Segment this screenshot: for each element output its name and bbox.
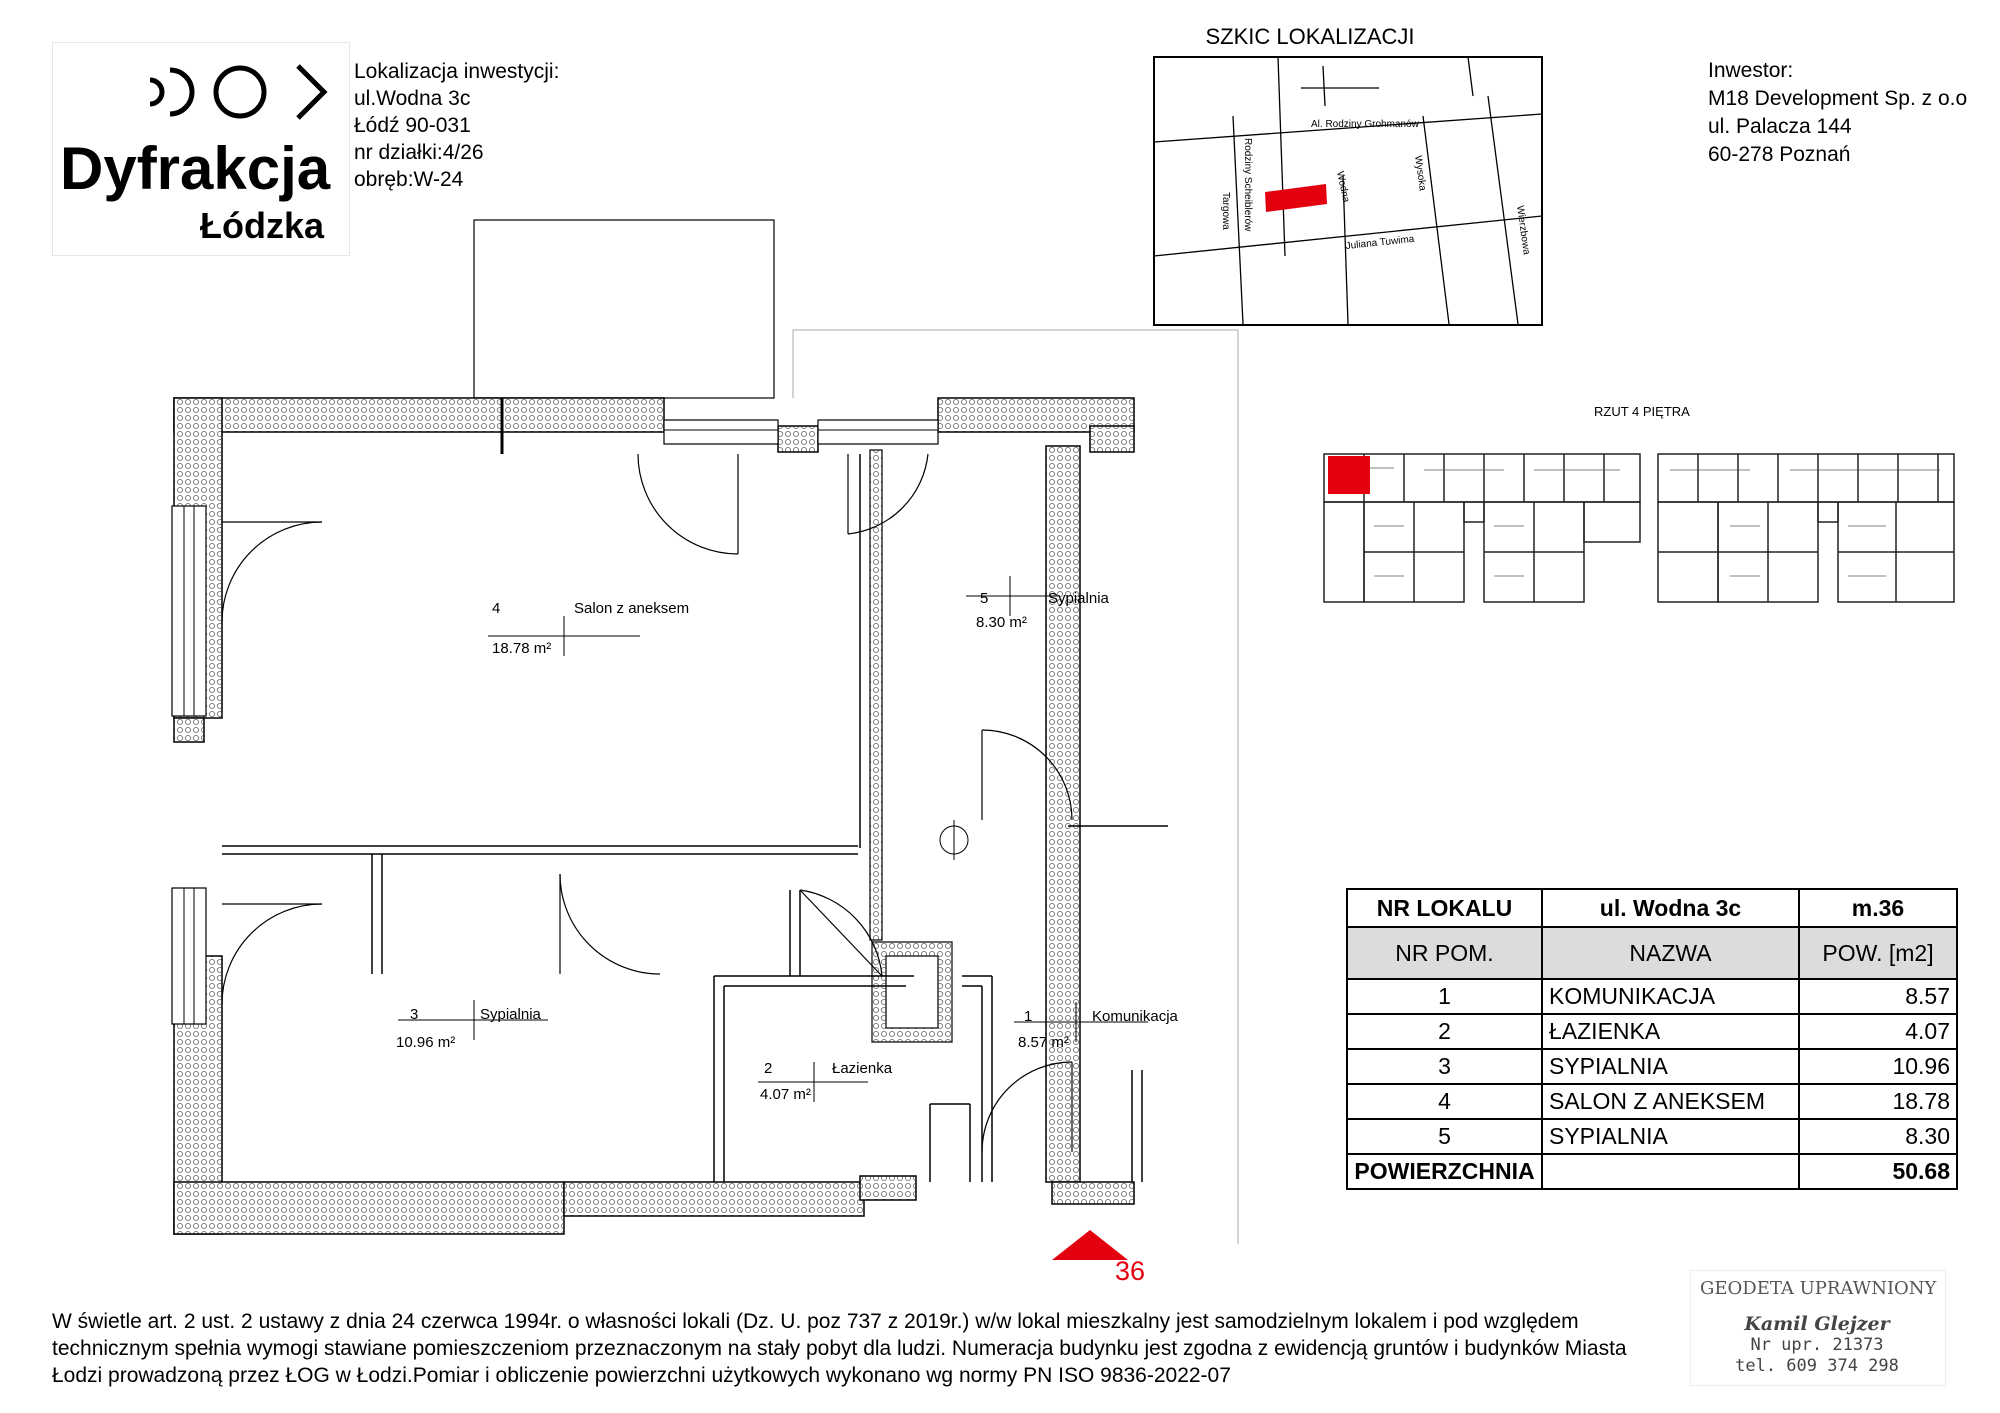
- location-line: obręb:W-24: [354, 168, 464, 191]
- room-number: 5: [980, 590, 989, 607]
- location-line: nr działki:4/26: [354, 141, 484, 164]
- table-header-cell: ul. Wodna 3c: [1542, 889, 1799, 927]
- room-area-cell: 18.78: [1799, 1084, 1957, 1119]
- sketch-title: SZKIC LOKALIZACJI: [1205, 24, 1415, 49]
- room-name-cell: KOMUNIKACJA: [1542, 979, 1799, 1014]
- table-row: [1347, 1014, 1957, 1049]
- room-area: 10.96 m²: [396, 1034, 456, 1051]
- table-header-cell: NR LOKALU: [1347, 889, 1542, 927]
- investor-line: M18 Development Sp. z o.o: [1708, 87, 1968, 110]
- street-label: Wierzbowa: [1514, 204, 1532, 256]
- room-no-cell: 3: [1347, 1049, 1542, 1084]
- legal-footer: [52, 1308, 1672, 1389]
- room-area: 18.78 m²: [492, 640, 552, 657]
- room-area-cell: 4.07: [1799, 1014, 1957, 1049]
- stamp-title: GEODETA UPRAWNIONY: [1700, 1278, 1937, 1299]
- stamp-phone: tel. 609 374 298: [1735, 1356, 1899, 1376]
- street-label: Juliana Tuwima: [1345, 233, 1415, 252]
- table-row: [1347, 1119, 1957, 1154]
- investor-info: [1708, 57, 1967, 169]
- table-subheader-cell: POW. [m2]: [1799, 927, 1957, 979]
- room-name: Komunikacja: [1092, 1008, 1178, 1025]
- room-area-table: [1346, 888, 1958, 1190]
- street-label: Al. Rodziny Grohmanów: [1311, 119, 1419, 130]
- stamp-license: Nr upr. 21373: [1750, 1335, 1884, 1355]
- room-area: 8.30 m²: [976, 614, 1027, 631]
- floor-plan: [168, 214, 1248, 1284]
- total-label-cell: POWIERZCHNIA: [1347, 1154, 1542, 1189]
- table-header-cell: m.36: [1799, 889, 1957, 927]
- logo-subtitle: Łódzka: [200, 205, 325, 246]
- table-subheader-row: [1347, 927, 1957, 979]
- apartment-highlight: [1328, 456, 1370, 494]
- room-area-cell: 8.57: [1799, 979, 1957, 1014]
- table-row: [1347, 1049, 1957, 1084]
- room-area: 4.07 m²: [760, 1086, 811, 1103]
- street-label: Rodziny Scheiblerów: [1242, 138, 1253, 232]
- location-line: Łódź 90-031: [354, 114, 471, 137]
- room-name: Salon z aneksem: [574, 600, 690, 617]
- room-name: Sypialnia: [1048, 590, 1109, 607]
- room-name-cell: SYPIALNIA: [1542, 1119, 1799, 1154]
- room-name: Łazienka: [832, 1060, 893, 1077]
- room-number: 1: [1024, 1008, 1033, 1025]
- location-line: Lokalizacja inwestycji:: [354, 60, 560, 83]
- investor-line: ul. Palacza 144: [1708, 115, 1852, 138]
- footer-line: technicznym spełnia wymogi stawiane pomieszczeniom przeznaczonym na stały pobyt dla ludzi. Numeracja budynku jest zgodna z ewidencją gruntów i budynków Miasta: [52, 1337, 1627, 1360]
- room-number: 4: [492, 600, 501, 617]
- room-area-cell: 8.30: [1799, 1119, 1957, 1154]
- footer-line: Łodzi prowadzoną przez ŁOG w Łodzi.Pomiar i obliczenie powierzchni użytkowych wykonano wg normy PN ISO 9836-2022-07: [52, 1364, 1231, 1387]
- room-number: 2: [764, 1060, 773, 1077]
- total-value-cell: 50.68: [1799, 1154, 1957, 1189]
- balcony: [474, 220, 774, 398]
- table-total-row: [1347, 1154, 1957, 1189]
- room-name-cell: SYPIALNIA: [1542, 1049, 1799, 1084]
- table-subheader-cell: NR POM.: [1347, 927, 1542, 979]
- street-label: Wysoka: [1412, 154, 1428, 192]
- logo-mark-icon: [140, 52, 350, 132]
- room-no-cell: 2: [1347, 1014, 1542, 1049]
- table-header-row: [1347, 889, 1957, 927]
- room-no-cell: 1: [1347, 979, 1542, 1014]
- room-name: Sypialnia: [480, 1006, 541, 1023]
- stamp-name: Kamil Glejzer: [1744, 1313, 1890, 1335]
- floor-key-plan: [1320, 448, 1960, 618]
- floor-title: RZUT 4 PIĘTRA: [1594, 404, 1690, 419]
- room-area-cell: 10.96: [1799, 1049, 1957, 1084]
- investor-line: Inwestor:: [1708, 59, 1794, 82]
- footer-line: W świetle art. 2 ust. 2 ustawy z dnia 24 czerwca 1994r. o własności lokali (Dz. U. poz 737 z 2019r.) w/w lokal mieszkalny jest samodzielnym lokalem i pod względem: [52, 1310, 1579, 1333]
- room-name-cell: ŁAZIENKA: [1542, 1014, 1799, 1049]
- total-empty-cell: [1542, 1154, 1799, 1189]
- table-row: [1347, 1084, 1957, 1119]
- table-subheader-cell: NAZWA: [1542, 927, 1799, 979]
- room-no-cell: 5: [1347, 1119, 1542, 1154]
- street-label: Targowa: [1220, 192, 1231, 230]
- room-no-cell: 4: [1347, 1084, 1542, 1119]
- room-number: 3: [410, 1006, 419, 1023]
- table-row: [1347, 979, 1957, 1014]
- investor-line: 60-278 Poznań: [1708, 143, 1851, 166]
- room-area: 8.57 m²: [1018, 1034, 1069, 1051]
- location-line: ul.Wodna 3c: [354, 87, 471, 110]
- apartment-number: 36: [1114, 1256, 1146, 1286]
- logo-title: Dyfrakcja: [60, 135, 331, 202]
- room-name-cell: SALON Z ANEKSEM: [1542, 1084, 1799, 1119]
- investment-location: [354, 58, 559, 193]
- street-label: Wodna: [1334, 170, 1352, 204]
